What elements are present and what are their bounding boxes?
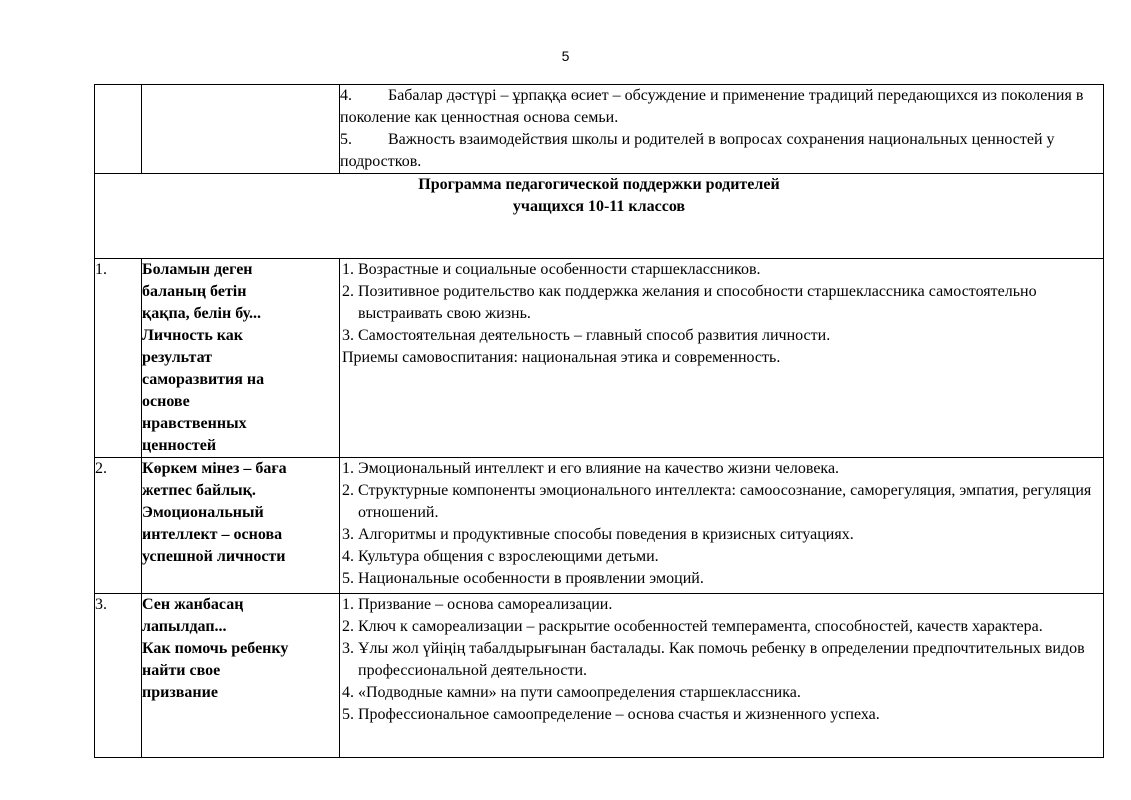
list-item: 1. Возрастные и социальные особенности старшеклассников. bbox=[342, 261, 761, 278]
section-title-line-1: Программа педагогической поддержки родителей bbox=[418, 176, 780, 193]
list-item: 1. Призвание – основа самореализации. bbox=[342, 596, 613, 613]
list-item: 4. Культура общения с взрослеющими детьми. bbox=[342, 548, 659, 565]
program-table bbox=[94, 84, 1104, 758]
list-item: 2. Позитивное родительство как поддержка желания и способности старшеклассника самостоятельно выстраивать свою жизнь. bbox=[342, 283, 1037, 322]
continued-row bbox=[95, 85, 1104, 174]
continued-content bbox=[340, 85, 1104, 174]
list-item: 2. Ключ к самореализации – раскрытие особенностей темперамента, способностей, качеств характера. bbox=[342, 618, 1043, 635]
row-topic: Сен жанбасаң лапылдап... Как помочь ребенку найти свое призвание bbox=[142, 594, 340, 758]
list-item: 3. Алгоритмы и продуктивные способы поведения в кризисных ситуациях. bbox=[342, 526, 854, 543]
list-item: 4. «Подводные камни» на пути самоопределения старшеклассника. bbox=[342, 684, 801, 701]
section-header-row bbox=[95, 174, 1104, 259]
row-number: 1. bbox=[95, 259, 142, 458]
continued-item: 4. Бабалар дәстүрі – ұрпаққа өсиет – обсуждение и применение традиций передающихся из поколения в поколение как ценностная основа семьи. bbox=[340, 87, 1084, 126]
list-item: 1. Эмоциональный интеллект и его влияние на качество жизни человека. bbox=[342, 460, 840, 477]
section-title bbox=[95, 174, 1104, 259]
list-item: 5. Профессиональное самоопределение – основа счастья и жизненного успеха. bbox=[342, 706, 880, 723]
table-row bbox=[95, 259, 1104, 458]
list-item: 5. Национальные особенности в проявлении эмоций. bbox=[342, 570, 704, 587]
row-topic: Көркем мінез – баға жетпес байлық. Эмоциональный интеллект – основа успешной личности bbox=[142, 458, 340, 594]
list-item: 3. Ұлы жол үйіңің табалдырығынан басталады. Как помочь ребенку в определении предпочтительных видов профессиональной деятельности. bbox=[342, 640, 1085, 679]
row-content bbox=[340, 259, 1104, 458]
row-content bbox=[340, 458, 1104, 594]
table-row bbox=[95, 594, 1104, 758]
list-note: Приемы самовоспитания: национальная этика и современность. bbox=[342, 349, 781, 366]
list-item: 3. Самостоятельная деятельность – главный способ развития личности. bbox=[342, 327, 831, 344]
section-title-line-2: учащихся 10-11 классов bbox=[512, 198, 686, 215]
list-item: 2. Структурные компоненты эмоционального интеллекта: самоосознание, саморегуляция, эмпатия, регуляция отношений. bbox=[342, 482, 1092, 521]
empty-topic-cell bbox=[142, 85, 340, 174]
table-row bbox=[95, 458, 1104, 594]
row-number: 2. bbox=[95, 458, 142, 594]
row-topic: Боламын деген баланың бетін қақпа, белін бу... Личность как результат саморазвития на основе нравственных ценностей bbox=[142, 259, 340, 458]
row-number: 3. bbox=[95, 594, 142, 758]
continued-item: 5. Важность взаимодействия школы и родителей в вопросах сохранения национальных ценностей у подростков. bbox=[340, 131, 1055, 170]
row-content bbox=[340, 594, 1104, 758]
page-number: 5 bbox=[561, 48, 570, 64]
empty-num-cell bbox=[95, 85, 142, 174]
